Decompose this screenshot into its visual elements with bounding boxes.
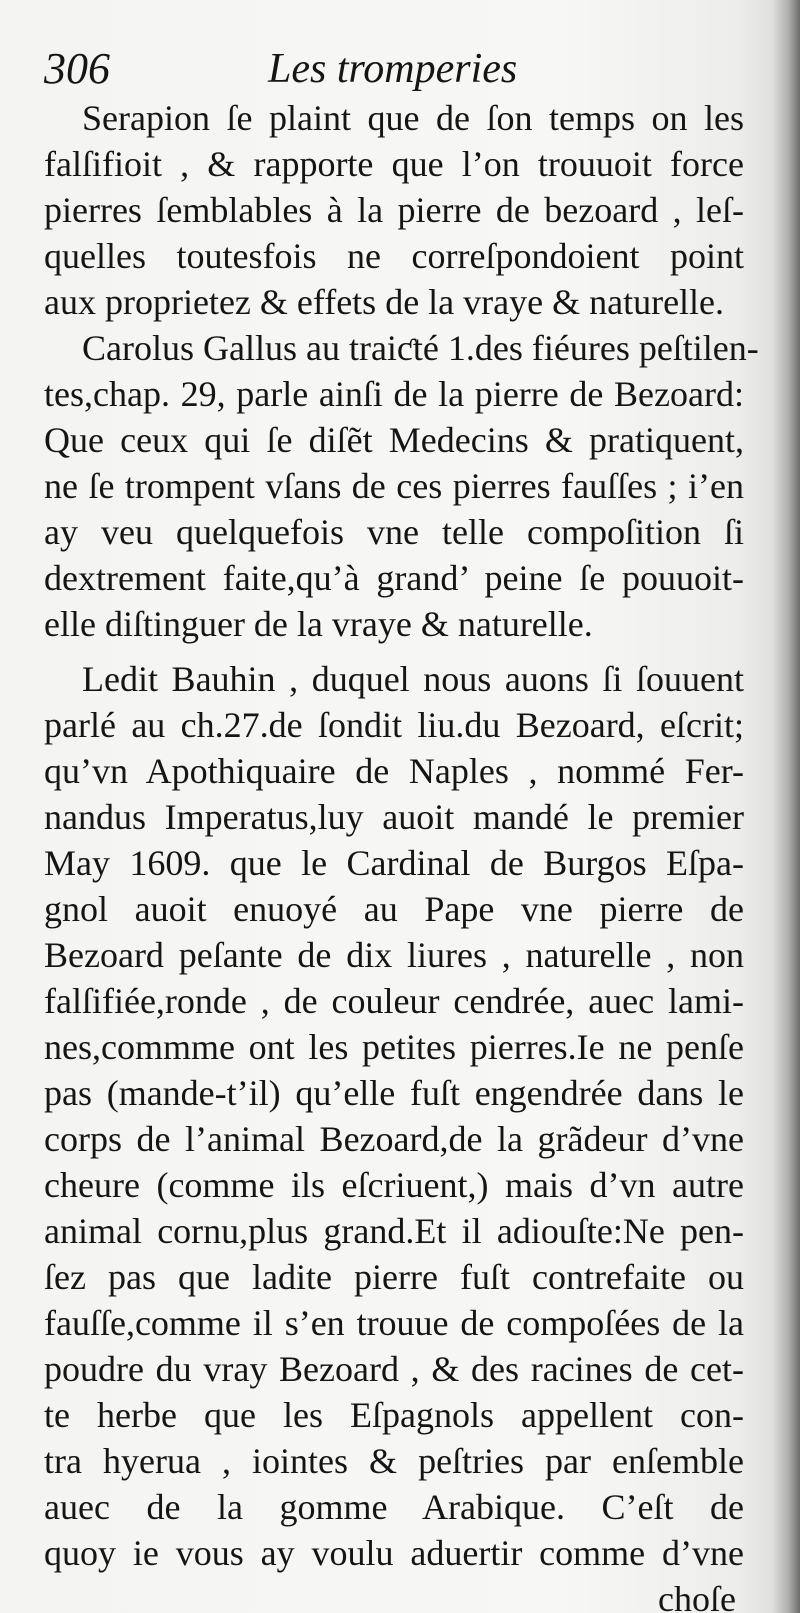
text-line: ne ſe trompent vſans de ces pierres fauſſes ; i’en bbox=[44, 466, 744, 506]
text-line: parlé au ch.27.de ſondit liu.du Bezoard, eſcrit; bbox=[44, 705, 744, 745]
text-line: corps de l’animal Bezoard,de la grãdeur d’vne bbox=[44, 1119, 744, 1159]
text-line: tes,chap. 29, parle ainſi de la pierre de Bezoard: bbox=[44, 374, 744, 414]
text-line: tra hyerua , iointes & peſtries par enſemble bbox=[44, 1441, 744, 1481]
text-line: nes,commme ont les petites pierres.Ie ne penſe bbox=[44, 1027, 744, 1067]
text-line: auec de la gomme Arabique. C’eſt de bbox=[44, 1487, 744, 1527]
text-line: gnol auoit enuoyé au Pape vne pierre de bbox=[44, 889, 744, 929]
text-line: pierres ſemblables à la pierre de bezoard , leſ- bbox=[44, 190, 744, 230]
text-line: falſifiée,ronde , de couleur cendrée, auec lami- bbox=[44, 981, 744, 1021]
text-line: ay veu quelquefois vne telle compoſition ſi bbox=[44, 512, 744, 552]
text-line: poudre du vray Bezoard , & des racines de cet- bbox=[44, 1349, 744, 1389]
text-line: dextrement faite,qu’à grand’ peine ſe pouuoit- bbox=[44, 558, 744, 598]
text-line: falſifioit , & rapporte que l’on trouuoit force bbox=[44, 144, 744, 184]
text-line: fauſſe,comme il s’en trouue de compoſées de la bbox=[44, 1303, 744, 1343]
text-line: May 1609. que le Cardinal de Burgos Eſpa- bbox=[44, 843, 744, 883]
text-line: Bezoard peſante de dix liures , naturelle , non bbox=[44, 935, 744, 975]
text-line: te herbe que les Eſpagnols appellent con- bbox=[44, 1395, 744, 1435]
body-text bbox=[44, 95, 759, 1613]
text-line: pas (mande-t’il) qu’elle fuſt engendrée dans le bbox=[44, 1073, 744, 1113]
text-line: cheure (comme ils eſcriuent,) mais d’vn autre bbox=[44, 1165, 744, 1205]
text-line: animal cornu,plus grand.Et il adiouſte:Ne pen- bbox=[44, 1211, 744, 1251]
text-line: Serapion ſe plaint que de ſon temps on les bbox=[82, 98, 744, 138]
running-title: Les tromperies bbox=[268, 46, 518, 92]
text-line: aux proprietez & effets de la vraye & naturelle. bbox=[44, 282, 725, 322]
page-header bbox=[44, 40, 744, 98]
paragraph-gap bbox=[44, 647, 744, 656]
text-line: quelles toutesfois ne correſpondoient point bbox=[44, 236, 744, 276]
text-line: nandus Imperatus,luy auoit mandé le premier bbox=[44, 797, 744, 837]
text-line: Carolus Gallus au traiƈté 1.des fiéures peſtilen- bbox=[82, 328, 759, 368]
text-line: Ledit Bauhin , duquel nous auons ſi ſouuent bbox=[82, 659, 744, 699]
text-line: Que ceux qui ſe diſẽt Medecins & pratiquent, bbox=[44, 420, 744, 460]
text-line: elle diſtinguer de la vraye & naturelle. bbox=[44, 604, 593, 644]
page-gutter-shadow bbox=[772, 0, 800, 1613]
catchword: choſe bbox=[658, 1579, 736, 1613]
page-number: 306 bbox=[44, 44, 110, 93]
text-line: qu’vn Apothiquaire de Naples , nommé Fer- bbox=[44, 751, 744, 791]
text-line: quoy ie vous ay voulu aduertir comme d’vne bbox=[44, 1533, 744, 1573]
text-line: ſez pas que ladite pierre fuſt contrefaite ou bbox=[44, 1257, 744, 1297]
